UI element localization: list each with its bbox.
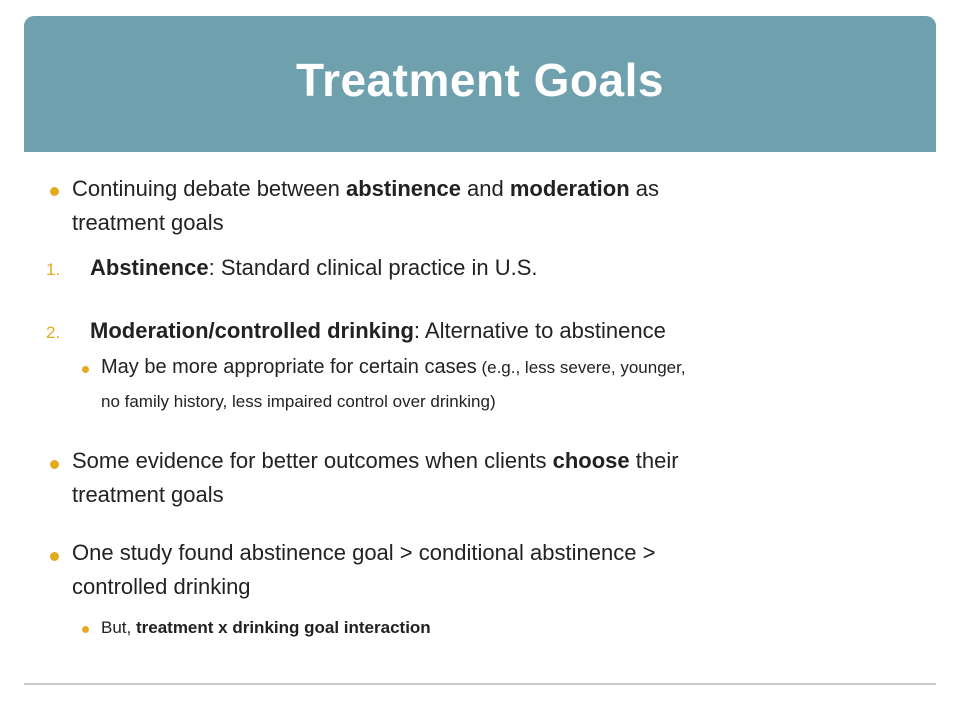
bullet-2-text-end: their [629, 448, 679, 473]
bullet-3-sub-line [101, 618, 431, 638]
item-2-sub-line-1 [101, 356, 686, 379]
item-1-bold: Abstinence [90, 255, 209, 280]
bullet-2-line-2: treatment goals [72, 482, 224, 507]
bullet-3-line-1: One study found abstinence goal > conditional abstinence > [72, 540, 656, 565]
bullet-3-sub-bold: treatment x drinking goal interaction [135, 618, 431, 637]
sub-bullet-icon [82, 366, 89, 373]
bullet-3-sub-text: But, [101, 618, 136, 637]
item-2-text: : Alternative to abstinence [413, 318, 666, 343]
bottom-divider [24, 683, 936, 685]
bullet-2-bold-choose: choose [552, 448, 630, 473]
item-2-sub-paren: (e.g., less severe, younger, [476, 358, 686, 377]
bullet-1-bold-moderation: moderation [509, 176, 630, 201]
item-2-number: 2. [46, 323, 61, 342]
item-2-sub-main: May be more appropriate for certain cases [101, 356, 477, 378]
item-1-line [90, 255, 538, 281]
item-1-text: : Standard clinical practice in U.S. [208, 255, 538, 280]
item-2-sub-line-2: no family history, less impaired control over drinking) [101, 392, 496, 411]
bullet-icon [50, 552, 59, 561]
item-2-line [90, 318, 666, 344]
bullet-icon [50, 187, 59, 196]
sub-bullet-icon [82, 626, 89, 633]
bullet-3-line-2: controlled drinking [72, 574, 251, 599]
bullet-1-text: Continuing debate between [72, 176, 346, 201]
bullet-1-line-2: treatment goals [72, 210, 224, 235]
bullet-1-text-end: as [629, 176, 660, 201]
bullet-1-bold-abstinence: abstinence [346, 176, 461, 201]
bullet-1-line-1 [72, 176, 659, 202]
bullet-2-line-1 [72, 448, 679, 474]
item-2-bold: Moderation/controlled drinking [90, 318, 414, 343]
item-1-number: 1. [46, 260, 61, 279]
slide-title: Treatment Goals [296, 54, 664, 106]
bullet-1-text-mid: and [460, 176, 510, 201]
bullet-2-text: Some evidence for better outcomes when clients [72, 448, 553, 473]
bullet-icon [50, 460, 59, 469]
